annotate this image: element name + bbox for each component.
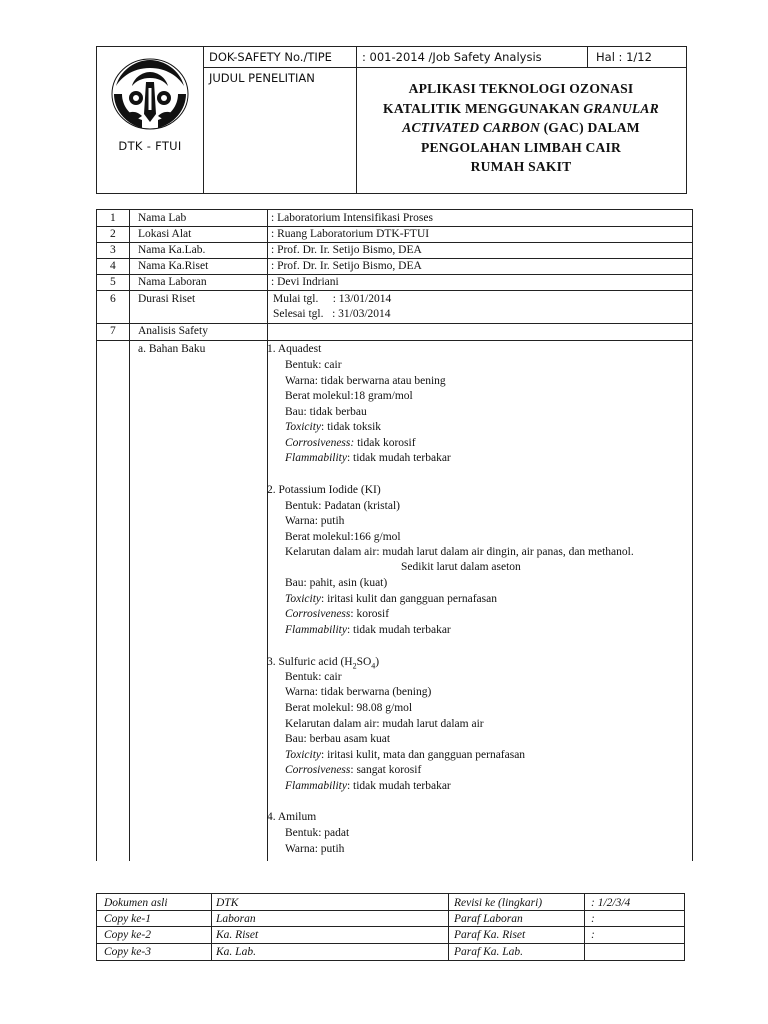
footer-cell: DTK — [216, 897, 239, 909]
heading-subscript: 4 — [371, 661, 376, 671]
row-number: 4 — [110, 260, 116, 272]
material-heading: 2. Potassium Iodide (KI) — [267, 484, 381, 496]
material-property: Berat molekul: 98.08 g/mol — [285, 702, 413, 714]
header-divider-page — [587, 47, 588, 67]
footer-cell: Paraf Ka. Lab. — [454, 946, 524, 958]
material-property: Warna: tidak berwarna (bening) — [285, 686, 432, 698]
corrosiveness-label: Corrosiveness: — [285, 437, 355, 449]
material-property: Bau: tidak berbau — [285, 406, 367, 418]
corrosiveness-value: : sangat korosif — [350, 764, 422, 776]
footer-cell: Ka. Lab. — [216, 946, 256, 958]
material-property: Bentuk: cair — [285, 359, 342, 371]
research-title — [357, 79, 685, 177]
title-line: RUMAH SAKIT — [470, 159, 572, 174]
material-property: Bentuk: padat — [285, 827, 350, 839]
heading-text: ) — [375, 656, 380, 668]
toxicity-value: : tidak toksik — [321, 421, 382, 433]
flammability-value: : tidak mudah terbakar — [346, 780, 451, 792]
flammability-label: Flammability — [285, 452, 347, 464]
row-value: : Prof. Dr. Ir. Setijo Bismo, DEA — [271, 260, 422, 272]
heading-text: SO — [356, 656, 372, 668]
section-label: a. Bahan Baku — [138, 343, 206, 355]
heading-subscript: 2 — [352, 661, 357, 671]
row-label: Durasi Riset — [138, 293, 196, 305]
corrosiveness-value: : korosif — [350, 608, 390, 620]
title-line: APLIKASI TEKNOLOGI OZONASI — [408, 81, 634, 96]
material-property: Warna: tidak berwarna atau bening — [285, 375, 446, 387]
row-number: 1 — [110, 212, 116, 224]
footer-cell: Copy ke-2 — [104, 929, 151, 941]
toxicity-value: : iritasi kulit, mata dan gangguan pernafasan — [321, 749, 526, 761]
material-property: Kelarutan dalam air: mudah larut dalam air — [285, 718, 484, 730]
material-corrosiveness — [285, 436, 416, 452]
col-divider — [584, 894, 585, 960]
material-toxicity — [285, 420, 381, 436]
material-flammability — [285, 779, 451, 795]
heading-text: 3. Sulfuric acid (H — [267, 656, 353, 668]
material-toxicity — [285, 592, 497, 608]
row-value: : Laboratorium Intensifikasi Proses — [271, 212, 433, 224]
material-property: Bau: pahit, asin (kuat) — [285, 577, 388, 589]
row-label: Nama Laboran — [138, 276, 207, 288]
research-title-label: JUDUL PENELITIAN — [209, 71, 315, 85]
title-line: KATALITIK MENGGUNAKAN — [383, 100, 584, 116]
row-divider — [97, 926, 684, 927]
toxicity-label: Toxicity — [285, 593, 321, 605]
material-property: Bentuk: cair — [285, 671, 342, 683]
footer-cell: Paraf Laboran — [454, 913, 523, 925]
row-divider — [97, 943, 684, 944]
toxicity-value: : iritasi kulit dan gangguan pernafasan — [321, 593, 497, 605]
material-property: Kelarutan dalam air: mudah larut dalam air dingin, air panas, dan methanol. — [285, 546, 634, 558]
col-divider — [448, 894, 449, 960]
university-logo — [106, 54, 194, 134]
logo-cell — [97, 47, 204, 193]
footer-cell: Copy ke-3 — [104, 946, 151, 958]
flammability-label: Flammability — [285, 780, 347, 792]
footer-cell: Revisi ke (lingkari) — [454, 897, 543, 909]
title-line: (GAC) DALAM — [539, 120, 640, 135]
col-divider — [211, 894, 212, 960]
corrosiveness-label: Corrosiveness — [285, 608, 351, 620]
row-number: 3 — [110, 244, 116, 256]
material-property: Berat molekul:166 g/mol — [285, 531, 401, 543]
row-divider — [97, 340, 692, 341]
row-value: : Ruang Laboratorium DTK-FTUI — [271, 228, 430, 240]
row-label: Nama Ka.Riset — [138, 260, 209, 272]
material-property: Sedikit larut dalam aseton — [401, 561, 521, 573]
material-flammability — [285, 451, 451, 467]
page-indicator: Hal : 1/12 — [596, 50, 652, 64]
material-corrosiveness — [285, 763, 421, 779]
toxicity-label: Toxicity — [285, 421, 321, 433]
row-divider — [97, 910, 684, 911]
col-divider — [129, 210, 130, 861]
material-property: Berat molekul:18 gram/mol — [285, 390, 413, 402]
row-number: 6 — [110, 293, 116, 305]
end-date: Selesai tgl. : 31/03/2014 — [273, 308, 391, 320]
doc-type-label: DOK-SAFETY No./TIPE — [209, 50, 332, 64]
material-property: Bentuk: Padatan (kristal) — [285, 500, 400, 512]
logo-label: DTK - FTUI — [118, 139, 182, 153]
material-property: Bau: berbau asam kuat — [285, 733, 391, 745]
material-property: Warna: putih — [285, 843, 345, 855]
footer-cell: : — [591, 913, 595, 925]
footer-cell: Copy ke-1 — [104, 913, 151, 925]
footer-cell: Laboran — [216, 913, 256, 925]
row-label: Lokasi Alat — [138, 228, 192, 240]
row-value: : Devi Indriani — [271, 276, 339, 288]
flammability-value: : tidak mudah terbakar — [346, 624, 451, 636]
start-date: Mulai tgl. : 13/01/2014 — [273, 293, 392, 305]
corrosiveness-label: Corrosiveness — [285, 764, 351, 776]
corrosiveness-value: tidak korosif — [354, 437, 416, 449]
footer-cell: : — [591, 929, 595, 941]
toxicity-label: Toxicity — [285, 749, 321, 761]
row-number: 2 — [110, 228, 116, 240]
title-line: PENGOLAHAN LIMBAH CAIR — [420, 139, 621, 155]
flammability-label: Flammability — [285, 624, 347, 636]
row-number: 7 — [110, 325, 116, 337]
footer-cell: : 1/2/3/4 — [591, 897, 631, 909]
title-italic: ACTIVATED CARBON — [402, 120, 540, 135]
material-heading: 1. Aquadest — [267, 343, 322, 355]
material-corrosiveness — [285, 607, 389, 623]
title-italic: GRANULAR — [583, 100, 659, 116]
material-heading: 4. Amilum — [267, 811, 317, 823]
row-divider — [97, 290, 692, 291]
footer-cell: Paraf Ka. Riset — [454, 929, 526, 941]
row-number: 5 — [110, 276, 116, 288]
footer-cell: Ka. Riset — [216, 929, 259, 941]
material-flammability — [285, 623, 451, 639]
job-safety-table — [96, 209, 693, 861]
row-value: : Prof. Dr. Ir. Setijo Bismo, DEA — [271, 244, 422, 256]
distribution-table — [96, 893, 685, 961]
footer-cell: Dokumen asli — [104, 897, 168, 909]
document-header — [96, 46, 687, 194]
material-toxicity — [285, 748, 525, 764]
col-divider — [267, 210, 268, 861]
doc-number: : 001-2014 /Job Safety Analysis — [362, 50, 542, 64]
flammability-value: : tidak mudah terbakar — [346, 452, 451, 464]
row-label: Nama Ka.Lab. — [138, 244, 206, 256]
row-label: Analisis Safety — [138, 325, 208, 337]
material-property: Warna: putih — [285, 515, 345, 527]
row-label: Nama Lab — [138, 212, 187, 224]
